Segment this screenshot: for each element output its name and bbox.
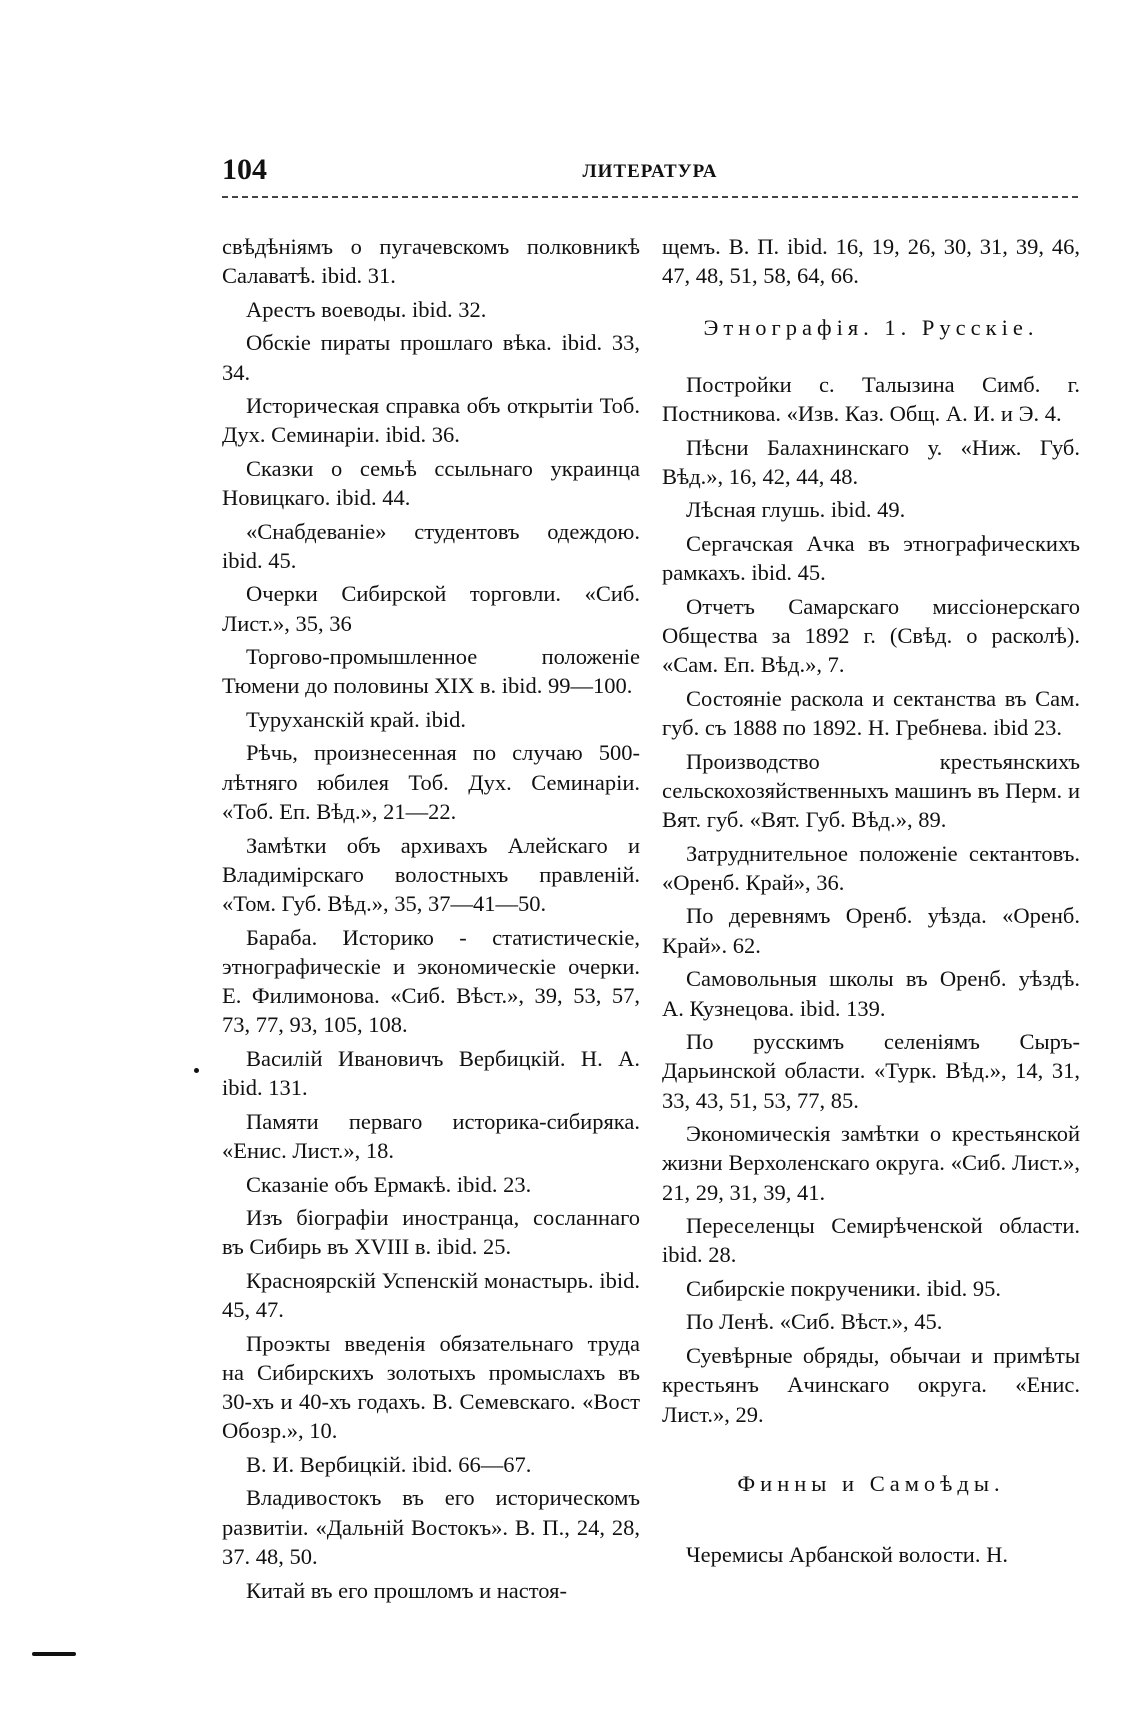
bibliography-entry: свѣдѣніямъ о пугачевскомъ полковникѣ Салаватѣ. ibid. 31. bbox=[222, 234, 640, 289]
section-heading-ethnography: Этнографія. 1. Русскіе. bbox=[703, 314, 1039, 340]
bibliography-entry: Затруднительное положеніе сектантовъ. «Оренб. Край», 36. bbox=[662, 840, 1080, 895]
bibliography-entry: Обскіе пираты прошлаго вѣка. ibid. 33, 34. bbox=[222, 330, 640, 385]
bibliography-entry: Замѣтки объ архивахъ Алейскаго и Владимірскаго волостныхъ правленій. «Том. Губ. Вѣд.», 35, 37—41—50. bbox=[222, 832, 640, 917]
bibliography-entry: Сказаніе объ Ермакѣ. ibid. 23. bbox=[246, 1171, 532, 1197]
page-header bbox=[222, 150, 1078, 190]
bibliography-entry: По деревнямъ Оренб. уѣзда. «Оренб. Край». 62. bbox=[662, 903, 1080, 958]
bibliography-entry: Памяти перваго историка-сибиряка. «Енис. Лист.», 18. bbox=[222, 1108, 640, 1164]
header-rule bbox=[222, 196, 1078, 198]
bibliography-entry: Постройки с. Талызина Симб. г. Постникова. «Изв. Каз. Общ. А. И. и Э. 4. bbox=[662, 371, 1080, 427]
bibliography-entry: Лѣсная глушь. ibid. 49. bbox=[686, 497, 906, 523]
section-heading-finns: Финны и Самоѣды. bbox=[737, 1470, 1005, 1496]
bibliography-entry: Переселенцы Семирѣченской области. ibid. 28. bbox=[662, 1213, 1080, 1268]
bibliography-entry: Отчетъ Самарскаго миссіонерскаго Общества за 1892 г. (Свѣд. о расколѣ). «Сам. Еп. Вѣд.», 7. bbox=[662, 593, 1080, 678]
margin-dot bbox=[194, 1068, 199, 1073]
bibliography-entry: Пѣсни Балахнинскаго у. «Ниж. Губ. Вѣд.», 16, 42, 44, 48. bbox=[662, 434, 1080, 489]
bibliography-entry: Китай въ его прошломъ и настоя- bbox=[246, 1577, 567, 1603]
bibliography-entry: Бараба. Историко - статистическіе, этнографическіе и экономическіе очерки. Е. Филимонова. «Сиб. Вѣст.», 39, 53, 57, 73, 77, 93, 105, 108. bbox=[222, 924, 640, 1038]
left-column bbox=[222, 232, 640, 1609]
bibliography-entry: Торгово-промышленное положеніе Тюмени до половины XIX в. ibid. 99—100. bbox=[222, 644, 640, 699]
bibliography-entry: Изъ біографіи иностранца, сосланнаго въ Сибирь въ XVIII в. ibid. 25. bbox=[222, 1205, 640, 1260]
scan-edge-mark bbox=[32, 1652, 76, 1656]
bibliography-entry: Производство крестьянскихъ сельскохозяйственныхъ машинъ въ Перм. и Вят. губ. «Вят. Губ. Вѣд.», 89. bbox=[662, 748, 1080, 833]
bibliography-entry: Самовольныя школы въ Оренб. уѣздѣ. А. Кузнецова. ibid. 139. bbox=[662, 966, 1080, 1021]
bibliography-entry: Сказки о семьѣ ссыльнаго украинца Новицкаго. ibid. 44. bbox=[222, 455, 640, 511]
bibliography-entry: Василій Ивановичъ Вербицкій. Н. А. ibid. 131. bbox=[222, 1045, 640, 1101]
bibliography-entry: Суевѣрные обряды, обычаи и примѣты крестьянъ Ачинскаго округа. «Енис. Лист.», 29. bbox=[662, 1342, 1080, 1427]
bibliography-entry: Историческая справка объ открытіи Тоб. Дух. Семинаріи. ibid. 36. bbox=[222, 393, 640, 448]
page-number: 104 bbox=[222, 153, 267, 186]
bibliography-entry: Очерки Сибирской торговли. «Сиб. Лист.», 35, 36 bbox=[222, 581, 640, 636]
bibliography-entry: Владивостокъ въ его историческомъ развитіи. «Дальній Востокъ». В. П., 24, 28, 37. 48, 50. bbox=[222, 1485, 640, 1570]
bibliography-entry: Арестъ воеводы. ibid. 32. bbox=[246, 296, 487, 322]
bibliography-entry: Черемисы Арбанской волости. Н. bbox=[686, 1542, 1008, 1568]
continued-entry: щемъ. В. П. ibid. 16, 19, 26, 30, 31, 39, 46, 47, 48, 51, 58, 64, 66. bbox=[662, 234, 1080, 289]
right-column bbox=[662, 232, 1080, 1574]
bibliography-entry: Экономическія замѣтки о крестьянской жизни Верхоленскаго округа. «Сиб. Лист.», 21, 29, 31, 39, 41. bbox=[662, 1121, 1080, 1205]
bibliography-entry: Красноярскій Успенскій монастырь. ibid. 45, 47. bbox=[222, 1267, 640, 1323]
bibliography-entry: Сибирскіе покрученики. ibid. 95. bbox=[686, 1275, 1001, 1301]
bibliography-entry: Проэкты введенія обязательнаго труда на Сибирскихъ золотыхъ промыслахъ въ 30-хъ и 40-хъ годахъ. В. Семевскаго. «Вост Обозр.», 10. bbox=[222, 1330, 640, 1444]
bibliography-entry: По Ленѣ. «Сиб. Вѣст.», 45. bbox=[686, 1309, 943, 1335]
bibliography-entry: По русскимъ селеніямъ Сыръ-Дарьинской области. «Турк. Вѣд.», 14, 31, 33, 43, 51, 53, 77, 85. bbox=[662, 1029, 1080, 1113]
bibliography-entry: Состояніе раскола и сектанства въ Сам. губ. съ 1888 по 1892. Н. Гребнева. ibid 23. bbox=[662, 685, 1080, 741]
bibliography-entry: В. И. Вербицкій. ibid. 66—67. bbox=[246, 1451, 532, 1477]
running-title: ЛИТЕРАТУРА bbox=[582, 161, 718, 182]
bibliography-entry: «Снабдеваніе» студентовъ одеждою. ibid. 45. bbox=[222, 518, 640, 573]
bibliography-entry: Рѣчь, произнесенная по случаю 500-лѣтняго юбилея Тоб. Дух. Семинаріи. «Тоб. Еп. Вѣд.», 21—22. bbox=[222, 740, 640, 825]
bibliography-entry: Сергачская Ачка въ этнографическихъ рамкахъ. ibid. 45. bbox=[662, 530, 1080, 586]
bibliography-entry: Туруханскій край. ibid. bbox=[246, 706, 466, 732]
